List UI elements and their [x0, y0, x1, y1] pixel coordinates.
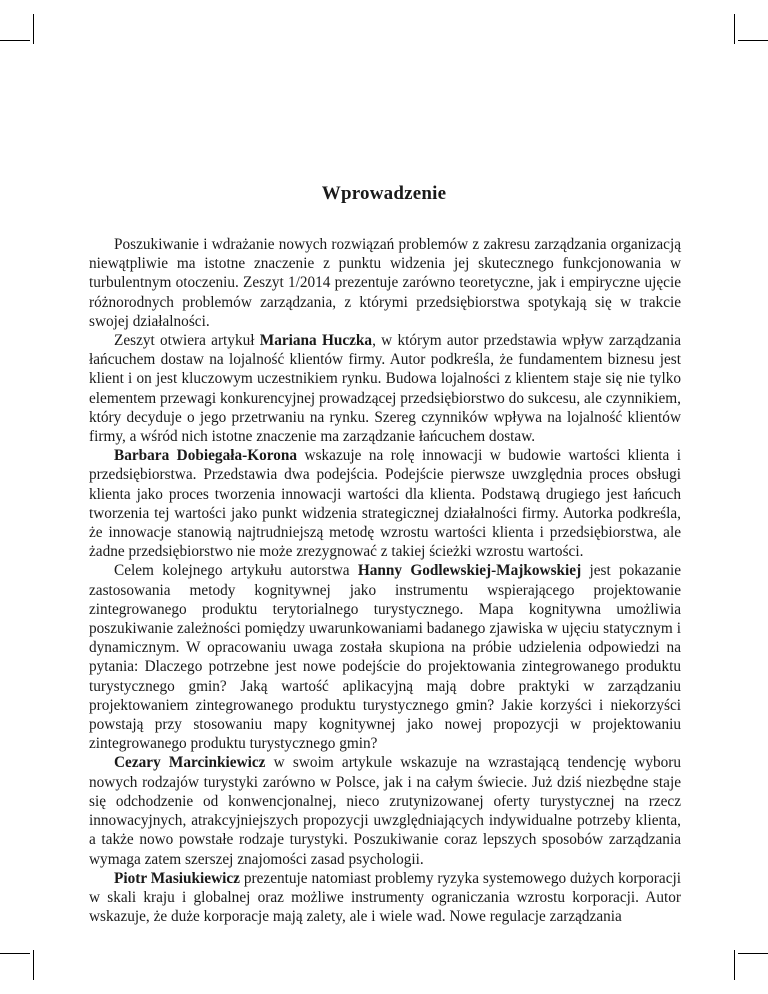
paragraph-text: prezentuje natomiast problemy ryzyka systemowego dużych korporacji w skali kraju i globalnej oraz możliwe instrumenty ograniczania wzrostu korporacji. Autor wskazuje, że duże korporacje mają zalety, ale i wiele wad. Nowe regulacje zarządzania: [89, 869, 681, 926]
author-name: Barbara Dobiegała-Korona: [114, 447, 298, 465]
paragraph: [89, 331, 681, 446]
paragraph: [89, 753, 681, 868]
paragraph-text: jest pokazanie zastosowania metody kognitywnej jako instrumentu wspierającego projektowanie zintegrowanego produktu terytorialnego turystycznego. Mapa kognitywna umożliwia poszukiwanie zależności pomiędzy uwarunkowaniami badanego zjawiska w ujęciu statycznym i dynamicznym. W opracowaniu uwaga została skupiona na próbie udzielenia odpowiedzi na pytania: Dlaczego potrzebne jest nowe podejście do projektowania zintegrowanego produktu turystycznego gmin? Jaką wartość aplikacyjną mają dobre praktyki w zarządzaniu projektowaniem zintegrowanego produktu turystycznego gmin? Jakie korzyści i niekorzyści powstają przy stosowaniu mapy kognitywnej jako nowej propozycji w projektowaniu zintegrowanego produktu turystycznego gmin?: [89, 562, 681, 753]
author-name: Piotr Masiukiewicz: [114, 869, 240, 887]
crop-mark-top-right-horizontal: [738, 40, 768, 41]
crop-mark-bottom-left-horizontal: [0, 953, 30, 954]
paragraph-text: , w którym autor przedstawia wpływ zarządzania łańcuchem dostaw na lojalność klientów firmy. Autor podkreśla, że fundamentem biznesu jest klient i on jest kluczowym uczestnikiem rynku. Budowa lojalności z klientem staje się nie tylko elementem przewagi konkurencyjnej prowadzącej przedsiębiorstwo do sukcesu, ale czynnikiem, który decyduje o jego przetrwaniu na rynku. Szereg czynników wpływa na lojalność klientów firmy, a wśród nich istotne znaczenie ma zarządzanie łańcuchem dostaw.: [89, 332, 681, 446]
page-title: Wprowadzenie: [321, 183, 447, 204]
paragraph-text: Celem kolejnego artykułu autorstwa: [114, 562, 358, 580]
paragraph: [89, 561, 681, 753]
crop-mark-bottom-right-horizontal: [738, 953, 768, 954]
crop-mark-top-left-horizontal: [0, 40, 30, 41]
crop-mark-bottom-left-vertical: [33, 950, 34, 980]
paragraph: [89, 446, 681, 561]
paragraph: [89, 869, 681, 927]
paragraph-text: Zeszyt otwiera artykuł: [114, 332, 260, 350]
author-name: Hanny Godlewskiej-Majkowskiej: [357, 562, 582, 580]
paragraph: [89, 235, 681, 331]
paragraph-text: wskazuje na rolę innowacji w budowie wartości klienta i przedsiębiorstwa. Przedstawia dwa podejścia. Podejście pierwsze uwzględnia proces obsługi klienta jako proces tworzenia innowacji wartości dla klienta. Podstawą drugiego jest łańcuch tworzenia tej wartości jako punkt widzenia strategicznej działalności firmy. Autorka podkreśla, że innowacje stanowią najtrudniejszą metodę wzrostu wartości klienta i przedsiębiorstwa, ale żadne przedsiębiorstwo nie może zrezygnować z takiej ścieżki wzrostu wartości.: [89, 447, 681, 561]
crop-mark-bottom-right-vertical: [734, 950, 735, 980]
author-name: Mariana Huczka: [259, 332, 373, 350]
paragraph-text: Poszukiwanie i wdrażanie nowych rozwiązań problemów z zakresu zarządzania organizacją niewątpliwie ma istotne znaczenie z punktu widzenia jej skutecznego funkcjonowania w turbulentnym otoczeniu. Zeszyt 1/2014 prezentuje zarówno teoretyczne, jak i empiryczne ujęcie różnorodnych problemów zarządzania, z którymi przedsiębiorstwa spotykają się w trakcie swojej działalności.: [89, 236, 681, 330]
crop-mark-top-left-vertical: [33, 14, 34, 44]
crop-mark-top-right-vertical: [734, 14, 735, 44]
author-name: Cezary Marcinkiewicz: [114, 754, 266, 772]
paragraph-text: w swoim artykule wskazuje na wzrastającą tendencję wyboru nowych rodzajów turystyki zarówno w Polsce, jak i na całym świecie. Już dziś niezbędne staje się odchodzenie od konwencjonalnej, nieco zrutynizowanej oferty turystycznej na rzecz innowacyjnych, atrakcyjniejszych propozycji uwzględniających indywidualne potrzeby klienta, a także nowo powstałe rodzaje turystyki. Poszukiwanie coraz lepszych sposobów zarządzania wymaga zatem szerszej znajomości zasad psychologii.: [89, 754, 682, 868]
article-body: [89, 235, 681, 926]
